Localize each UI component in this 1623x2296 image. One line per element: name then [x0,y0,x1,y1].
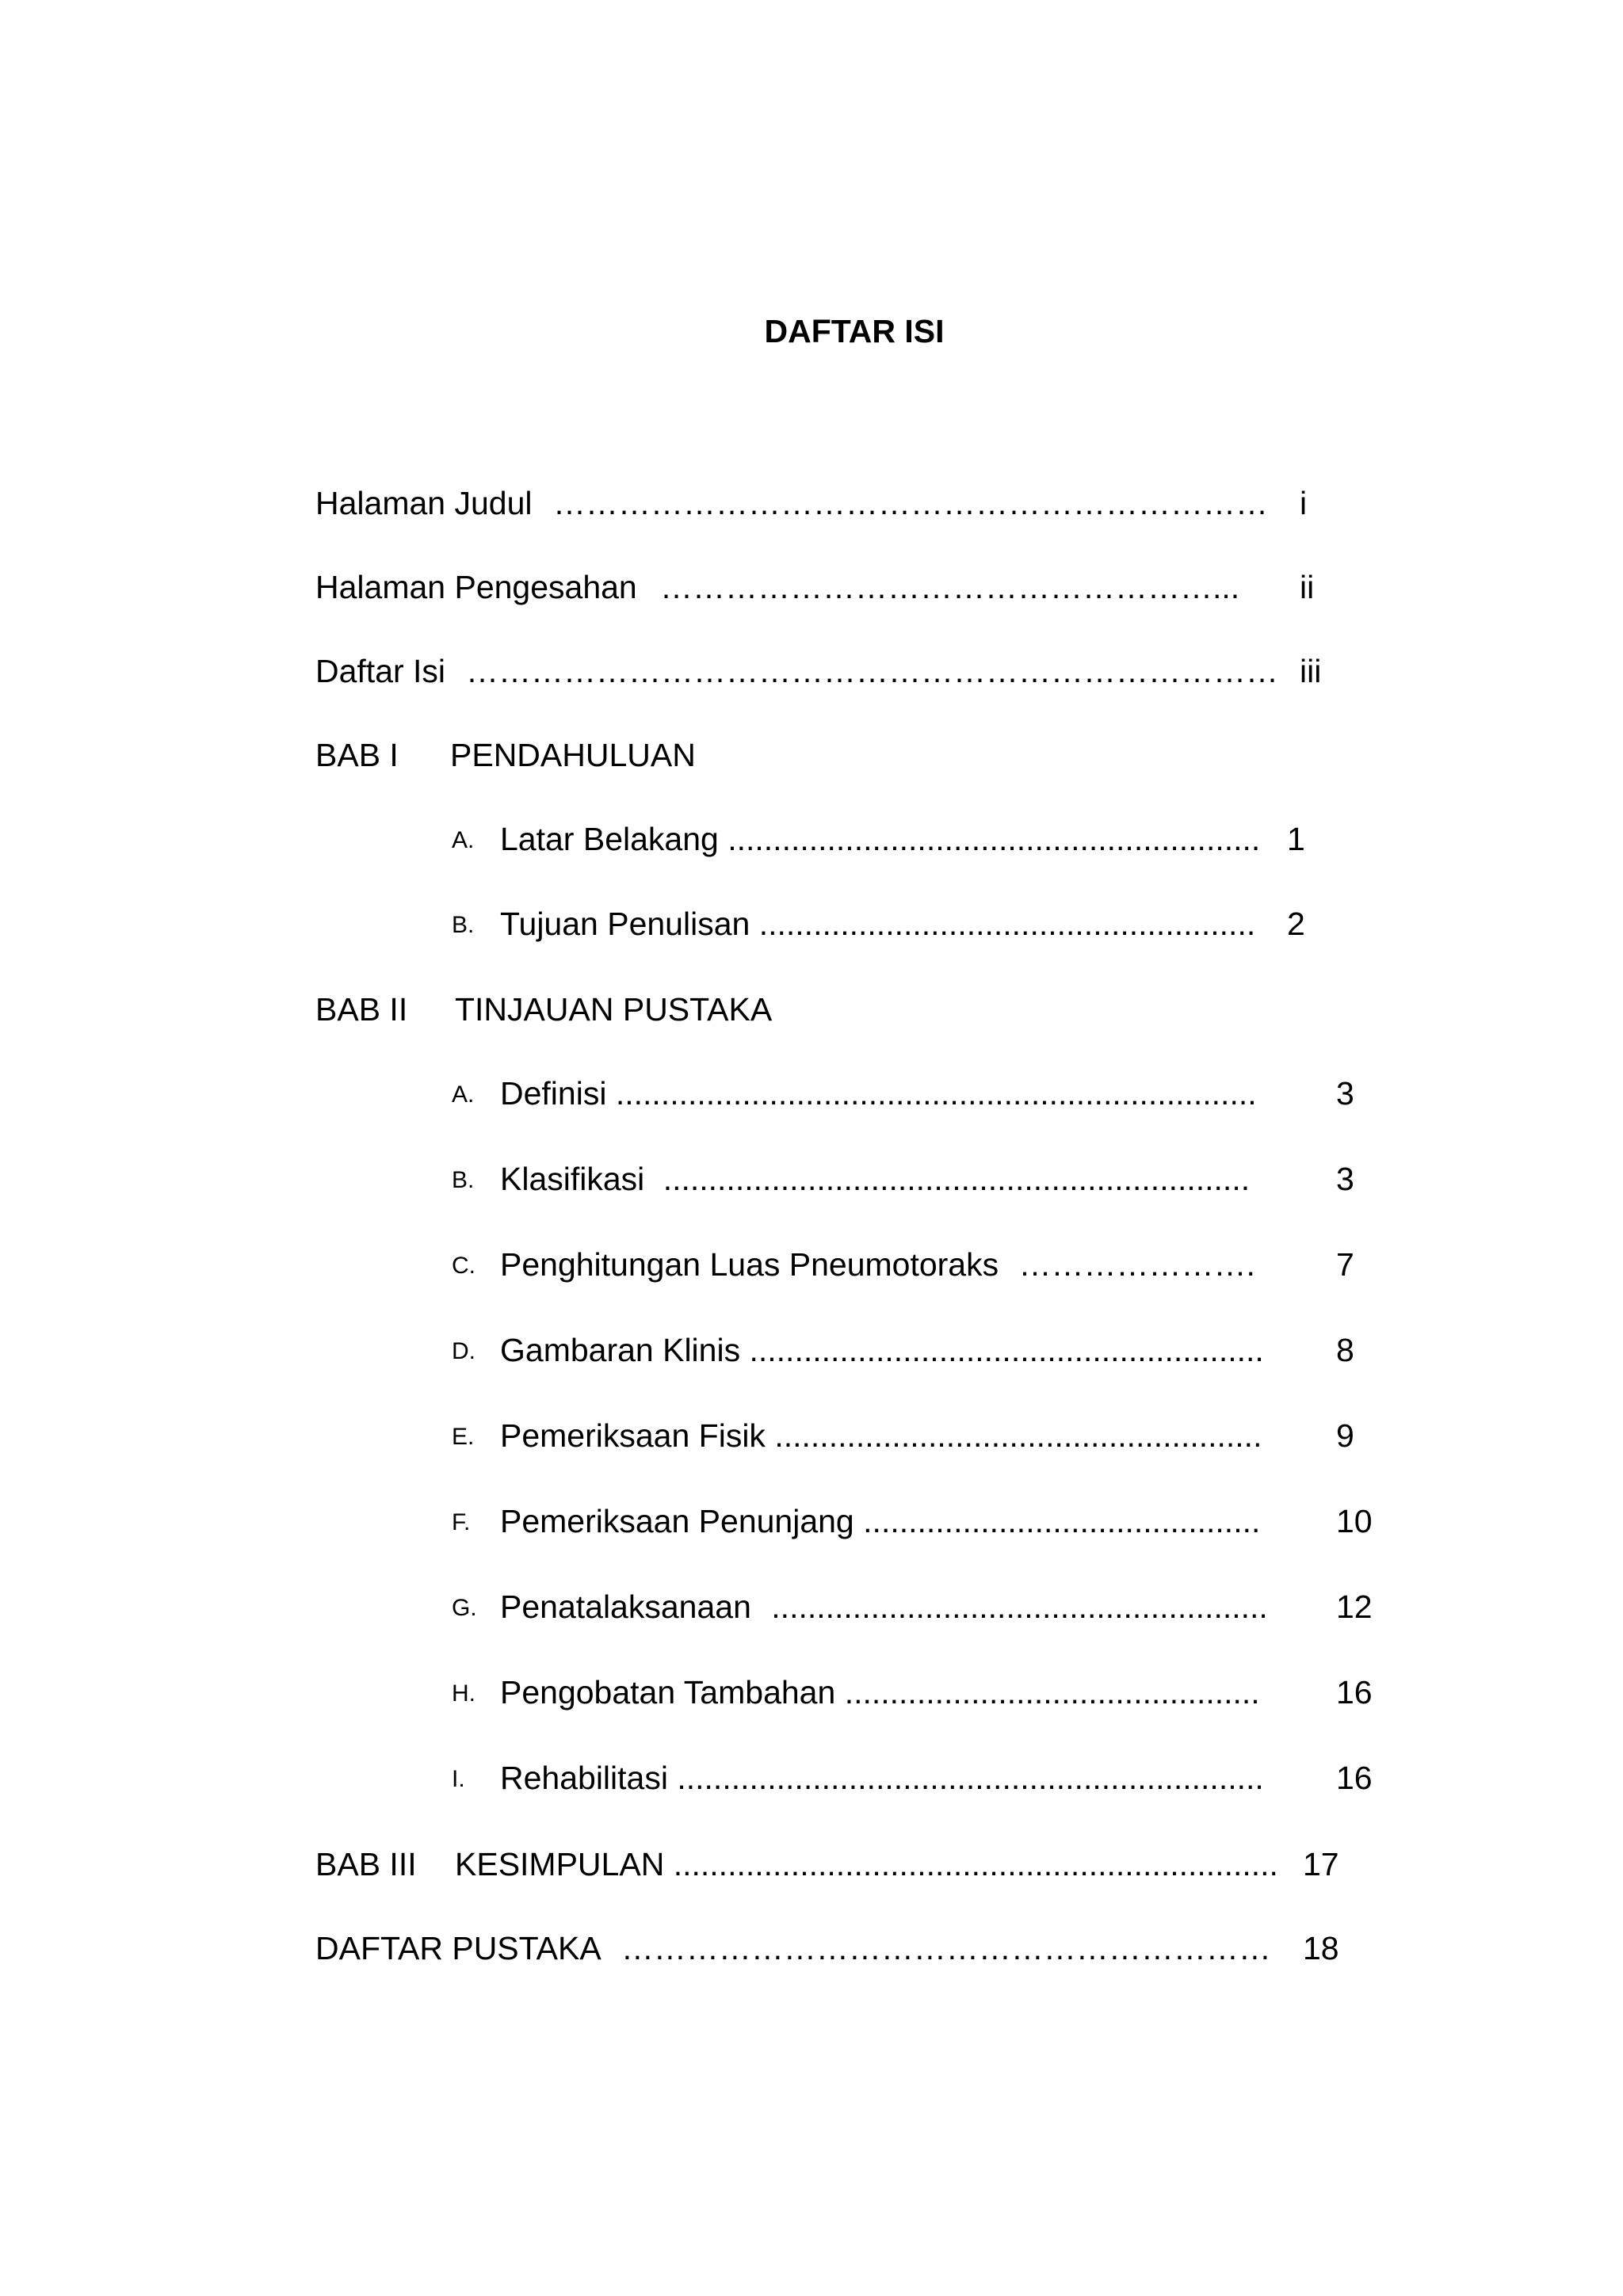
toc-entry-rehabilitasi [500,1758,1264,1798]
toc-leader: ................................................................... [673,1846,1278,1882]
toc-leader: ....................................................... [771,1589,1268,1625]
toc-leader: …………………………………………………… [621,1930,1271,1966]
toc-page-number: 9 [1336,1417,1354,1454]
toc-entry-penatalaksanaan [500,1587,1268,1627]
toc-page-number: 1 [1287,821,1305,857]
toc-label: Halaman Judul [315,485,533,521]
toc-page-number: 7 [1336,1246,1354,1283]
toc-label: Klasifikasi [500,1161,645,1197]
toc-entry-daftar-isi [315,651,1278,691]
toc-leader: .............................................. [844,1674,1260,1711]
item-marker: F. [452,1509,471,1535]
item-marker: A. [452,1081,475,1108]
toc-page-number: 16 [1336,1760,1373,1796]
toc-page-number: 16 [1336,1674,1373,1711]
toc-label: Daftar Isi [315,653,446,689]
item-marker: C. [452,1253,475,1279]
item-marker: H. [452,1680,475,1707]
toc-leader: ........................................................... [727,821,1261,857]
toc-label: Gambaran Klinis [500,1332,741,1368]
toc-entry-definisi [500,1074,1257,1113]
toc-label: Pemeriksaan Fisik [500,1417,766,1454]
toc-leader: ......................................................... [749,1332,1264,1368]
toc-entry-halaman-judul [315,483,1268,523]
toc-entry-klasifikasi [500,1159,1250,1199]
chapter-title: TINJAUAN PUSTAKA [455,991,773,1028]
toc-label: DAFTAR PUSTAKA [315,1930,600,1966]
item-marker: I. [452,1766,465,1792]
toc-label: Latar Belakang [500,821,719,857]
toc-leader: ……………………………………………... [660,569,1240,605]
toc-label: Pemeriksaan Penunjang [500,1503,854,1539]
item-marker: B. [452,912,475,938]
toc-entry-pengobatan-tambahan [500,1672,1260,1712]
toc-label: Penghitungan Luas Pneumotoraks [500,1246,999,1283]
toc-leader: ………………………………………………………… [553,485,1268,521]
item-marker: E. [452,1424,475,1450]
toc-page-number: 3 [1336,1161,1354,1197]
toc-entry-pemeriksaan-penunjang [500,1501,1260,1541]
chapter-number: BAB I [315,737,399,773]
item-marker: A. [452,827,475,853]
toc-entry-kesimpulan [455,1844,1278,1884]
toc-page-number: 3 [1336,1075,1354,1112]
toc-leader: ....................................................... [758,906,1256,942]
toc-label: Pengobatan Tambahan [500,1674,836,1711]
toc-entry-penghitungan-luas [500,1245,1255,1284]
toc-page-number: 12 [1336,1589,1373,1625]
toc-page-number: 18 [1303,1930,1339,1966]
toc-leader: ………………………………………………………………… [466,653,1278,689]
toc-entry-gambaran-klinis [500,1330,1264,1370]
toc-leader: ............................................ [863,1503,1261,1539]
toc-entry-halaman-pengesahan [315,567,1240,607]
toc-entry-pemeriksaan-fisik [500,1416,1262,1455]
toc-leader: ....................................................................... [615,1075,1257,1112]
toc-entry-daftar-pustaka [315,1928,1271,1968]
chapter-title: KESIMPULAN [455,1846,665,1882]
toc-page-number: 2 [1287,906,1305,942]
toc-label: Tujuan Penulisan [500,906,750,942]
toc-entry-tujuan-penulisan [500,904,1255,944]
toc-page-number: iii [1300,653,1322,689]
page-title: DAFTAR ISI [764,313,945,349]
toc-label: Halaman Pengesahan [315,569,637,605]
toc-label: Definisi [500,1075,607,1112]
toc-page-number: ii [1300,569,1315,605]
chapter-number: BAB III [315,1846,417,1882]
toc-page-number: i [1300,485,1308,521]
chapter-title: PENDAHULUAN [450,737,696,773]
toc-page-number: 8 [1336,1332,1354,1368]
toc-leader: …………………. [1018,1246,1255,1283]
toc-entry-latar-belakang [500,819,1260,859]
toc-leader: ...................................................... [774,1417,1262,1454]
toc-page-number: 17 [1303,1846,1339,1882]
item-marker: D. [452,1338,475,1364]
toc-leader: ................................................................. [677,1760,1264,1796]
toc-leader: ................................................................. [663,1161,1251,1197]
toc-label: Rehabilitasi [500,1760,668,1796]
toc-label: Penatalaksanaan [500,1589,751,1625]
chapter-number: BAB II [315,991,408,1028]
item-marker: G. [452,1595,477,1621]
item-marker: B. [452,1167,475,1193]
toc-page-number: 10 [1336,1503,1373,1539]
